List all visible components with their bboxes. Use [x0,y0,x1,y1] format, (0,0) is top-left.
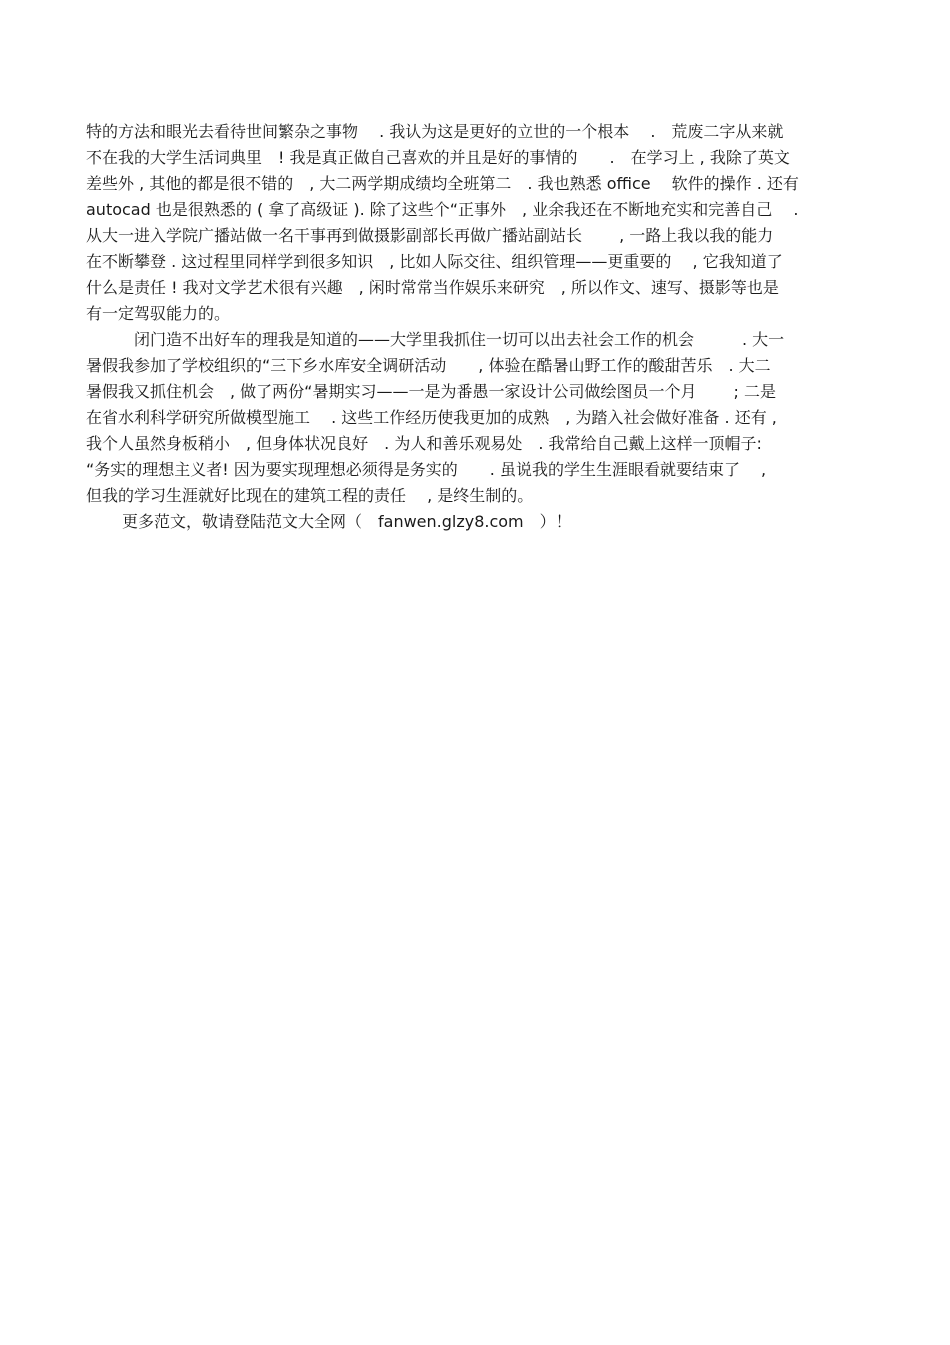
footer-line: 更多范文，敬请登陆范文大全网（ fanwen.glzy8.com ）！ [122,512,572,531]
paragraph-1-line-4: autocad 也是很熟悉的 ( 拿了高级证 ). 除了这些个“正事外 , 业余我还在不断地充实和完善自己 . [86,200,799,219]
paragraph-2-line-6: “务实的理想主义者! 因为要实现理想必须得是务实的 . 虽说我的学生生涯眼看就要结束了 , [86,460,767,479]
paragraph-1-line-2: 不在我的大学生活词典里 ! 我是真正做自己喜欢的并且是好的事情的 . 在学习上 , 我除了英文 [86,148,790,167]
paragraph-1-line-7: 什么是责任 ! 我对文学艺术很有兴趣 , 闲时常常当作娱乐来研究 , 所以作文、速写、摄影等也是 [86,278,779,297]
paragraph-1-line-1: 特的方法和眼光去看待世间繁杂之事物 . 我认为这是更好的立世的一个根本 . 荒废二字从来就 [86,122,784,141]
paragraph-2-line-7: 但我的学习生涯就好比现在的建筑工程的责任 , 是终生制的。 [86,486,534,505]
paragraph-1-line-8: 有一定驾驭能力的。 [86,304,231,323]
paragraph-1-line-6: 在不断攀登 . 这过程里同样学到很多知识 , 比如人际交往、组织管理——更重要的 , 它我知道了 [86,252,783,271]
paragraph-1-line-3: 差些外 , 其他的都是很不错的 , 大二两学期成绩均全班第二 . 我也熟悉 office 软件的操作 . 还有 [86,174,799,193]
paragraph-2-line-4: 在省水利科学研究所做模型施工 . 这些工作经历使我更加的成熟 , 为踏入社会做好准备 . 还有 , [86,408,777,427]
paragraph-2-line-5: 我个人虽然身板稍小 , 但身体状况良好 . 为人和善乐观易处 . 我常给自己戴上这样一顶帽子: [86,434,762,453]
paragraph-2-line-1: 闭门造不出好车的理我是知道的——大学里我抓住一切可以出去社会工作的机会 . 大一 [134,330,785,349]
paragraph-1-line-5: 从大一进入学院广播站做一名干事再到做摄影副部长再做广播站副站长 , 一路上我以我的能力 [86,226,774,245]
paragraph-2-line-3: 暑假我又抓住机会 , 做了两份“暑期实习——一是为番愚一家设计公司做绘图员一个月 ; 二是 [86,382,777,401]
paragraph-2-line-2: 暑假我参加了学校组织的“三下乡水库安全调研活动 , 体验在酷暑山野工作的酸甜苦乐 . 大二 [86,356,771,375]
document-body [86,119,866,535]
